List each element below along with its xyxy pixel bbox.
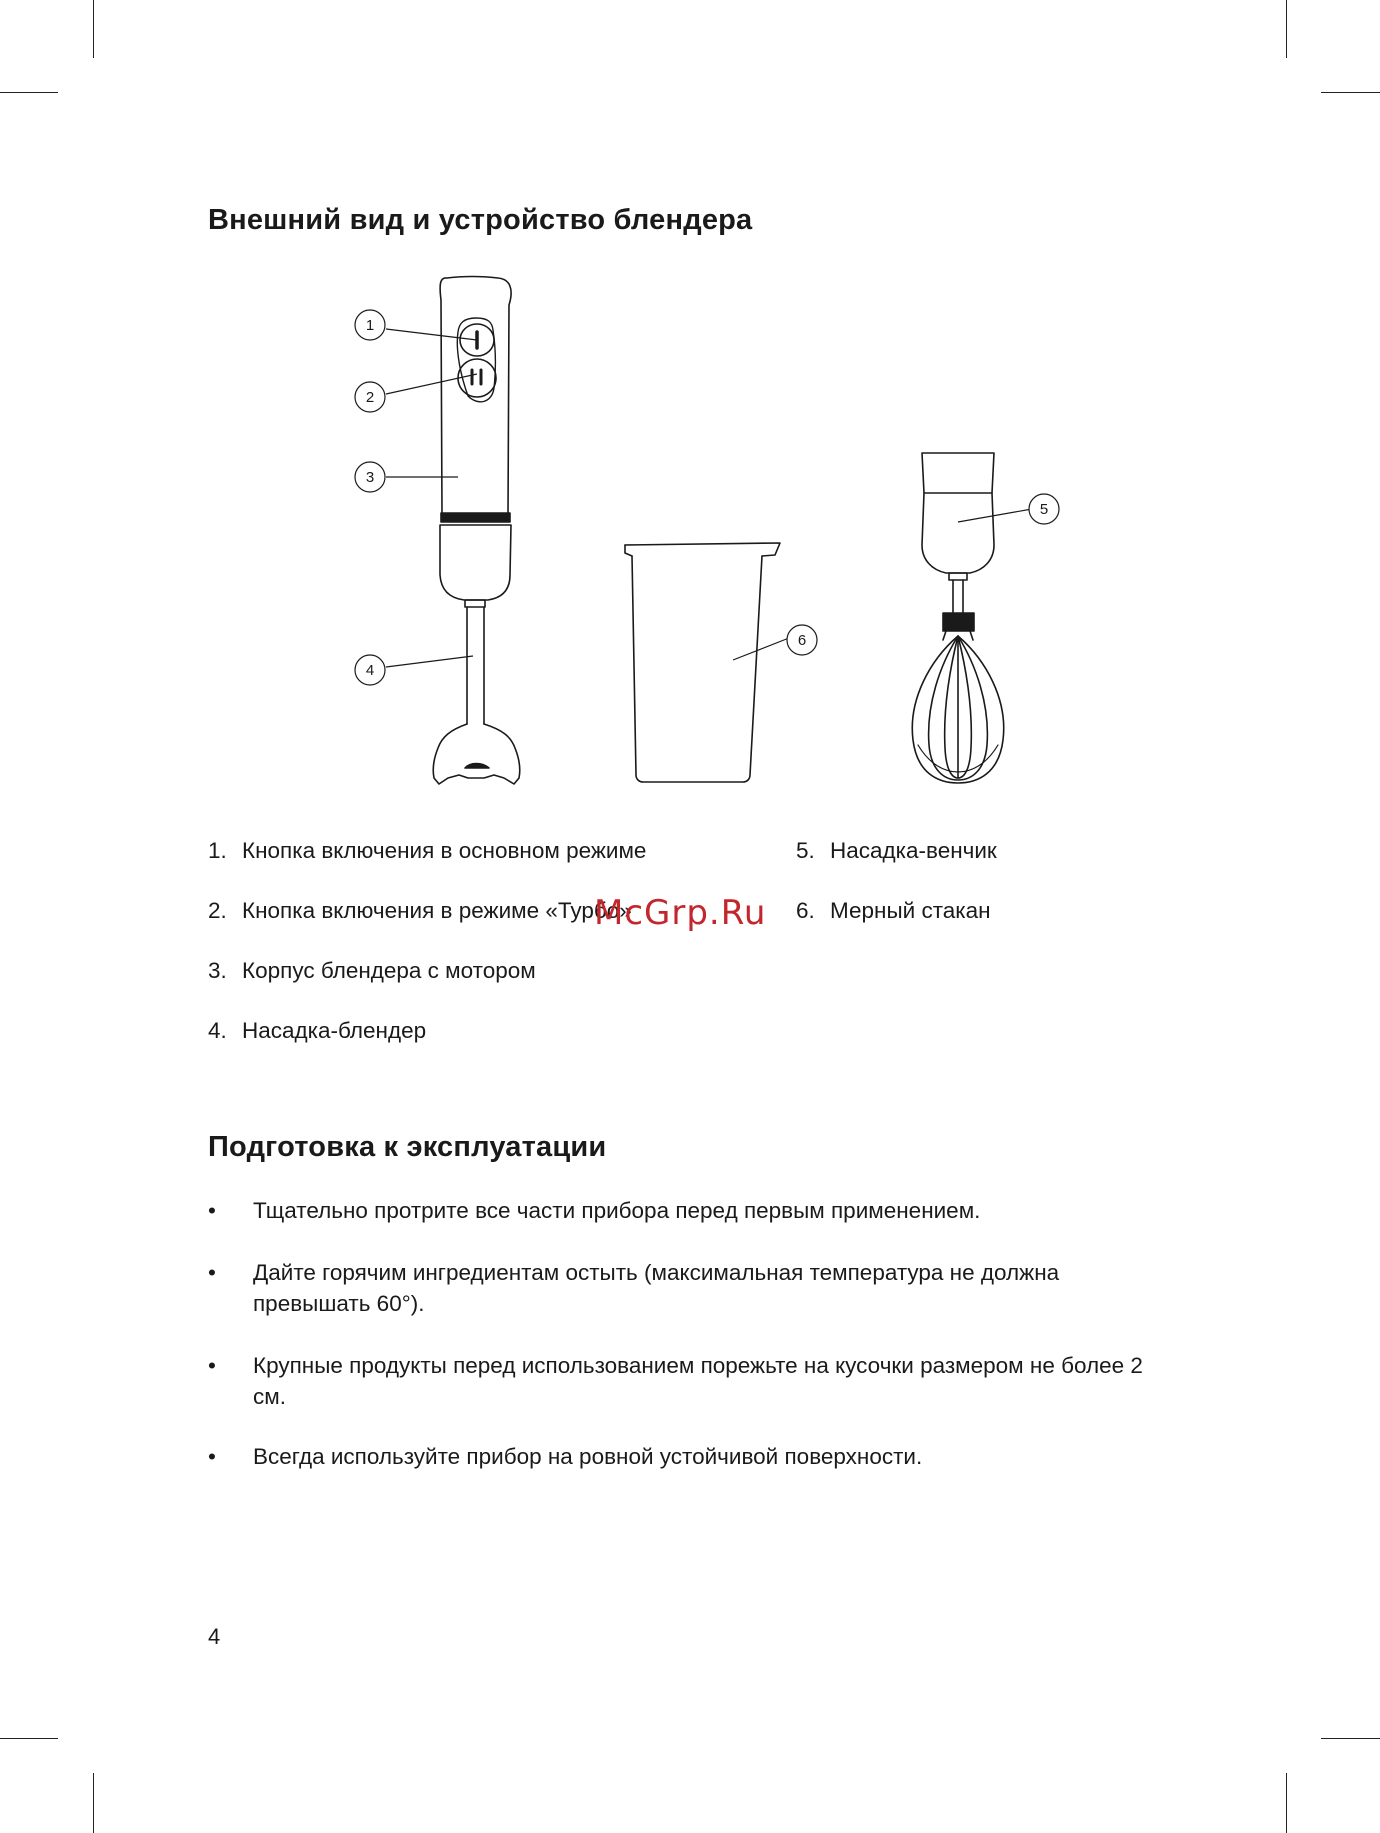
list-item: 6. Мерный стакан [796, 898, 991, 923]
callout-3 [355, 462, 385, 492]
turbo-button-icon [458, 359, 496, 397]
svg-text:3: 3 [365, 469, 375, 486]
svg-text:6: 6 [797, 632, 807, 649]
blender-diagram [0, 0, 1380, 820]
section-title-preparation: Подготовка к эксплуатации [208, 1131, 607, 1163]
callout-2 [355, 382, 385, 412]
crop-mark [1321, 1738, 1380, 1739]
callout-4 [355, 655, 385, 685]
crop-mark [0, 1738, 58, 1739]
bullet-icon: • [208, 1198, 216, 1223]
list-item: 3. Корпус блендера с мотором [208, 958, 536, 983]
section-title-appearance: Внешний вид и устройство блендера [208, 204, 753, 236]
callout-5 [1029, 494, 1059, 524]
svg-text:2: 2 [365, 389, 375, 406]
svg-text:4: 4 [365, 662, 375, 679]
bullet-icon: • [208, 1444, 216, 1469]
crop-mark [93, 1773, 94, 1833]
watermark-text: McGrp.Ru [594, 893, 767, 933]
crop-mark [1286, 1773, 1287, 1833]
callout-6 [787, 625, 817, 655]
list-item: 4. Насадка-блендер [208, 1018, 427, 1043]
svg-text:5: 5 [1039, 501, 1049, 518]
measuring-cup [625, 543, 780, 782]
bullet-icon: • [208, 1260, 216, 1285]
bullet-icon: • [208, 1353, 216, 1378]
list-item: 1. Кнопка включения в основном режиме [208, 838, 647, 863]
list-item: 5. Насадка-венчик [796, 838, 997, 863]
callout-1 [355, 310, 385, 340]
page-number: 4 [208, 1624, 221, 1649]
svg-text:1: 1 [365, 317, 375, 334]
blender-motor-body [433, 277, 520, 785]
list-item: 2. Кнопка включения в режиме «Турбо» [208, 898, 632, 923]
whisk-attachment [912, 453, 1003, 783]
